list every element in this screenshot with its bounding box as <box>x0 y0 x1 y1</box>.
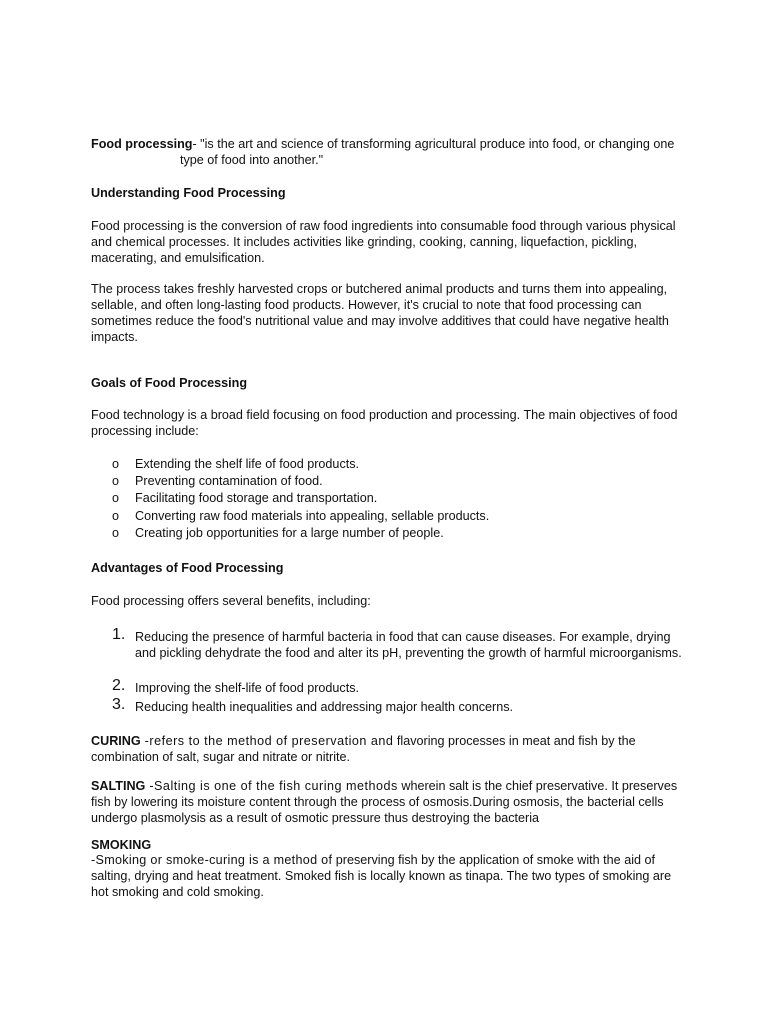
bullet-marker: o <box>112 509 120 523</box>
list-item-text: Extending the shelf life of food products. <box>135 457 360 471</box>
curing-term: CURING <box>91 734 141 748</box>
list-number: 1. <box>112 626 126 643</box>
list-item-text: Creating job opportunities for a large number of people. <box>135 526 444 540</box>
bullet-marker: o <box>112 491 120 505</box>
smoking-paragraph <box>91 852 681 900</box>
advantages-heading: Advantages of Food Processing <box>91 561 284 575</box>
smoking-lead: -Smoking or smoke-curing is a method of <box>91 853 333 867</box>
goals-intro: Food technology is a broad field focusing on food production and processing. The main objectives of food processing include: <box>91 408 678 438</box>
bullet-marker: o <box>112 526 120 540</box>
curing-paragraph <box>91 733 681 765</box>
list-item <box>112 473 695 489</box>
list-item-text: Reducing health inequalities and addressing major health concerns. <box>135 700 514 714</box>
list-number: 2. <box>112 677 126 694</box>
definition-paragraph <box>91 136 681 152</box>
definition-line-1: - "is the art and science of transforming agricultural produce into food, or changing one <box>192 137 675 151</box>
salting-term: SALTING <box>91 779 146 793</box>
list-item <box>112 490 695 506</box>
list-item <box>112 508 695 524</box>
understanding-paragraph-2: The process takes freshly harvested crops or butchered animal products and turns them into appealing, sellable, and often long-lasting food products. However, it's crucial to note that food processing can sometimes reduce the food's nutritional value and may involve additives that could have negative health impacts. <box>91 282 669 344</box>
smoking-text: preserving fish by the application of smoke with the aid of salting, drying and heat treatment. Smoked fish is locally known as tinapa. The two types of smoking are hot smoking and cold smoking. <box>91 853 672 899</box>
understanding-paragraph-1: Food processing is the conversion of raw food ingredients into consumable food through various physical and chemical processes. It includes activities like grinding, cooking, canning, liquefaction, pickling, macerating, and emulsification. <box>91 219 676 265</box>
bullet-marker: o <box>112 474 120 488</box>
list-item <box>112 525 695 541</box>
list-item-text: Preventing contamination of food. <box>135 474 323 488</box>
list-item <box>112 677 695 696</box>
list-item <box>112 456 695 472</box>
list-item-text: Facilitating food storage and transportation. <box>135 491 378 505</box>
list-number: 3. <box>112 696 126 713</box>
definition-term: Food processing <box>91 137 193 151</box>
bullet-marker: o <box>112 457 120 471</box>
list-item-text: Improving the shelf-life of food products. <box>135 681 360 695</box>
definition-continuation: type of food into another." <box>180 153 324 167</box>
list-item <box>112 696 695 715</box>
salting-lead: -Salting is one of the fish curing methods <box>145 779 398 793</box>
list-item <box>112 626 695 661</box>
list-item-text: Reducing the presence of harmful bacteria in food that can cause diseases. For example, drying and pickling dehydrate the food and alter its pH, preventing the growth of harmful microorganisms. <box>135 630 682 660</box>
list-item-text: Converting raw food materials into appealing, sellable products. <box>135 509 490 523</box>
curing-lead: -refers to the method of preservation and <box>140 734 394 748</box>
goals-heading: Goals of Food Processing <box>91 376 248 390</box>
salting-text: wherein salt is the chief preservative. It preserves fish by lowering its moisture content through the process of osmosis.During osmosis, the bacterial cells undergo plasmolysis as a result of osmotic pressure thus destroying the bacteria <box>91 779 678 825</box>
curing-text: flavoring processes in meat and fish by the combination of salt, sugar and nitrate or nitrite. <box>91 734 636 764</box>
smoking-heading: SMOKING <box>91 838 152 852</box>
understanding-heading: Understanding Food Processing <box>91 186 286 200</box>
salting-paragraph <box>91 778 681 826</box>
advantages-intro: Food processing offers several benefits, including: <box>91 594 371 608</box>
